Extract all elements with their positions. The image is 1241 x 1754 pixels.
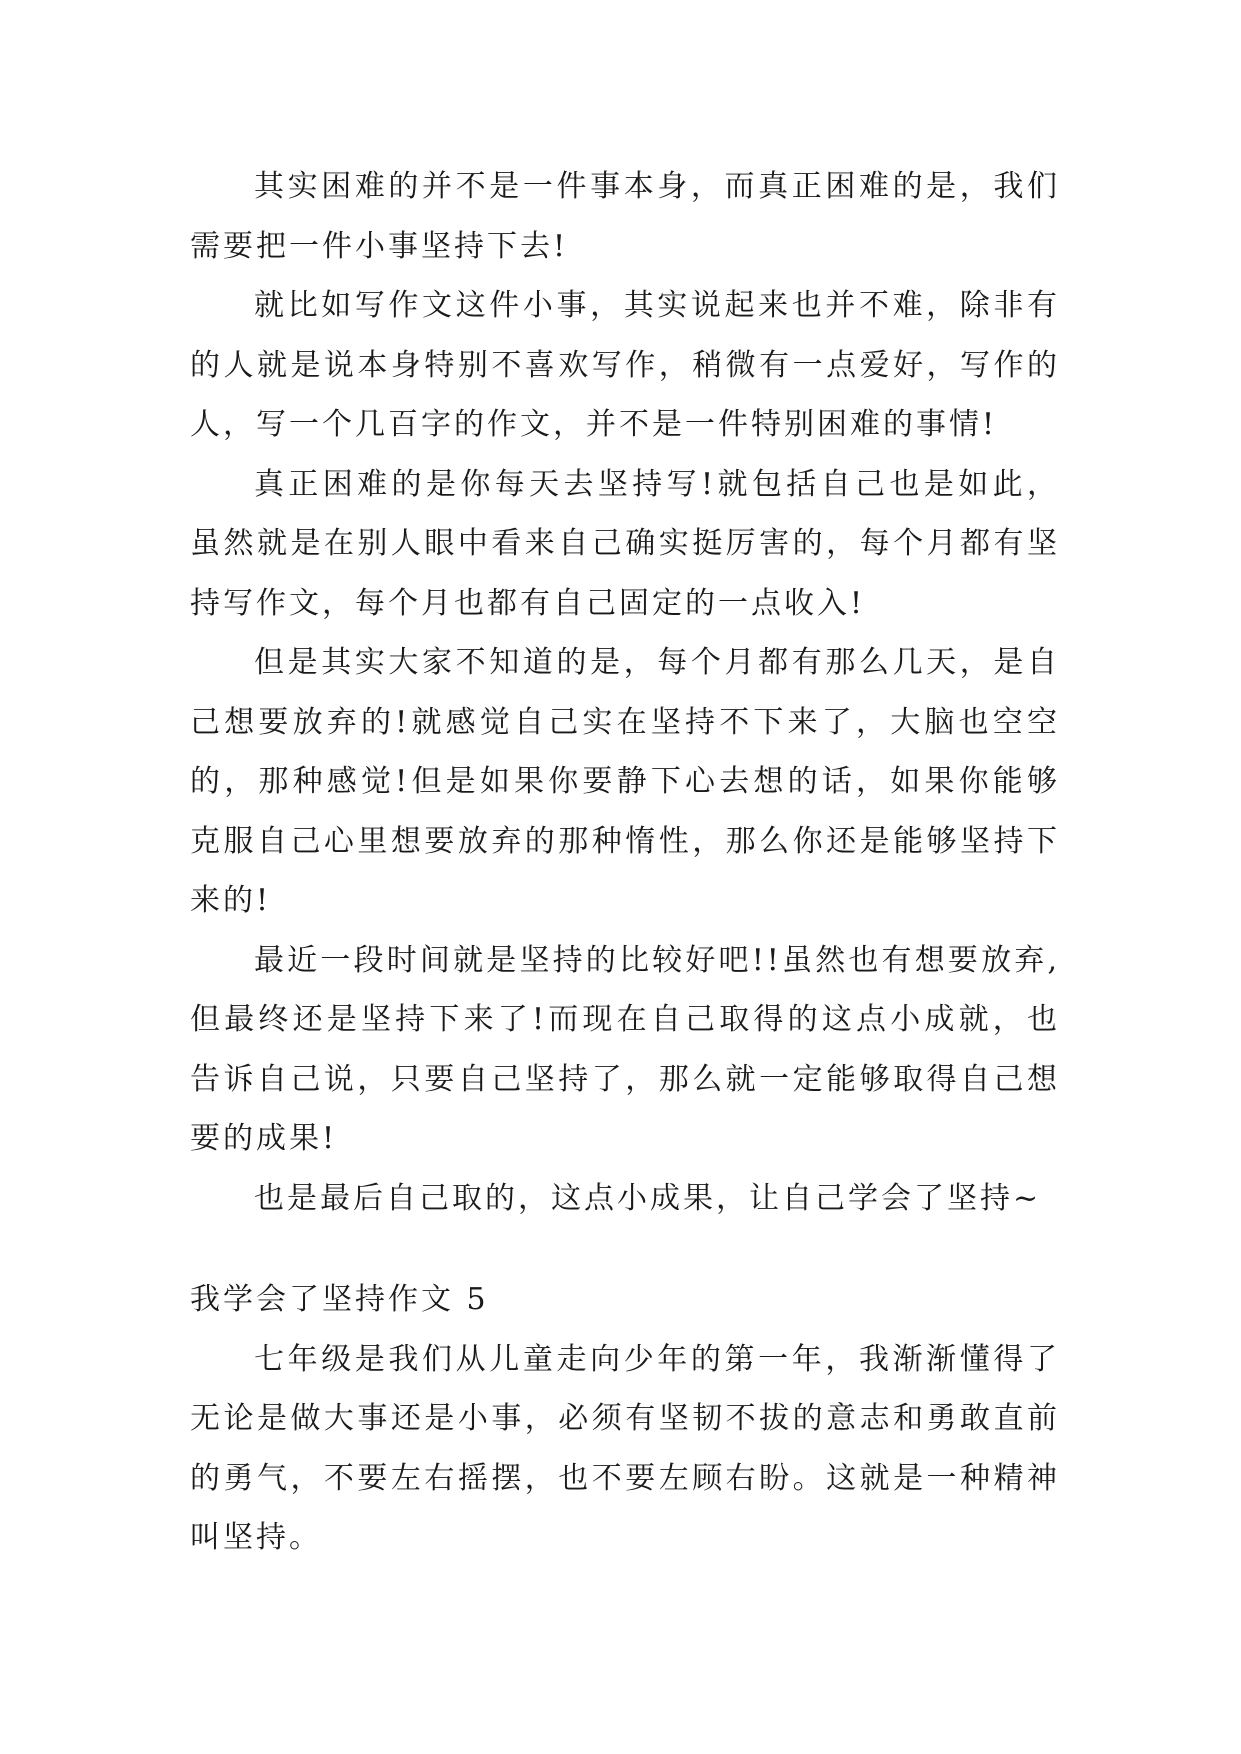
paragraph: 也是最后自己取的，这点小成果，让自己学会了坚持~	[254, 1180, 1042, 1216]
paragraph: 就比如写作文这件小事，其实说起来也并不难，除非有的人就是说本身特别不喜欢写作，稍微有一点爱好，写作的人，写一个几百字的作文，并不是一件特别困难的事情!	[190, 288, 1060, 442]
paragraph: 真正困难的是你每天去坚持写!就包括自己也是如此，虽然就是在别人眼中看来自己确实挺厉害的，每个月都有坚持写作文，每个月也都有自己固定的一点收入!	[190, 466, 1060, 621]
document-body	[190, 157, 1060, 1568]
paragraph: 其实困难的并不是一件事本身，而真正困难的是，我们需要把一件小事坚持下去!	[190, 169, 1060, 264]
paragraph: 最近一段时间就是坚持的比较好吧!!虽然也有想要放弃,但最终还是坚持下来了!而现在自己取得的这点小成就，也告诉自己说，只要自己坚持了，那么就一定能够取得自己想要的成果!	[190, 942, 1060, 1156]
section-heading: 我学会了坚持作文 5	[190, 1282, 489, 1317]
paragraph: 七年级是我们从儿童走向少年的第一年，我渐渐懂得了无论是做大事还是小事，必须有坚韧不拔的意志和勇敢直前的勇气，不要左右摇摆，也不要左顾右盼。这就是一种精神叫坚持。	[190, 1341, 1060, 1555]
paragraph: 但是其实大家不知道的是，每个月都有那么几天，是自己想要放弃的!就感觉自己实在坚持不下来了，大脑也空空的，那种感觉!但是如果你要静下心去想的话，如果你能够克服自己心里想要放弃的那种惰性，那么你还是能够坚持下来的!	[190, 645, 1060, 918]
